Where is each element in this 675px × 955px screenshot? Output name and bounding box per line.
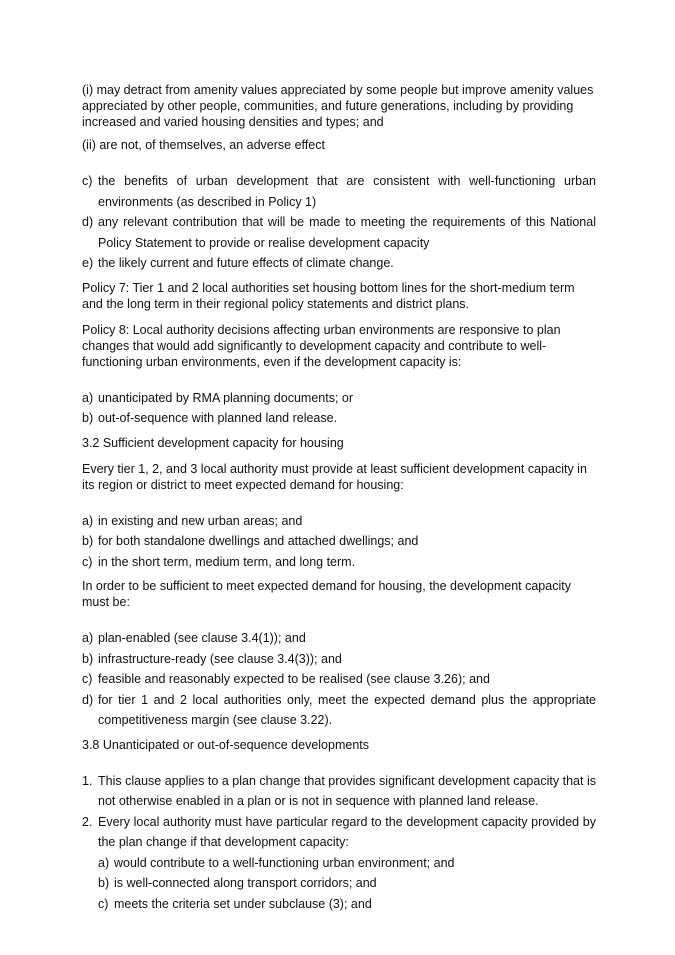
list-considerations <box>82 171 596 274</box>
list-item: e) the likely current and future effects of climate change. <box>82 256 394 270</box>
list-item: c) the benefits of urban development that are consistent with well-functioning urban environments (as described in Policy 1) <box>82 174 596 209</box>
sufficiency-paragraph: In order to be sufficient to meet expected demand for housing, the development capacity must be: <box>82 579 571 609</box>
list-item: c) in the short term, medium term, and long term. <box>82 554 356 569</box>
list-sufficiency-criteria <box>82 628 596 731</box>
policy-8: Policy 8: Local authority decisions affecting urban environments are responsive to plan changes that would add significantly to development capacity and contribute to well-functioning urban environments, even if the development capacity is: <box>82 322 561 369</box>
document-page <box>82 82 596 920</box>
list-item: b) infrastructure-ready (see clause 3.4(3)); and <box>82 651 342 666</box>
list-item: c) feasible and reasonably expected to be realised (see clause 3.26); and <box>82 672 490 686</box>
sublist-clause-3-8-2 <box>98 853 596 915</box>
policy-7: Policy 7: Tier 1 and 2 local authorities set housing bottom lines for the short-medium term and the long term in their regional policy statements and district plans. <box>82 280 575 311</box>
section-heading-3-2: 3.2 Sufficient development capacity for housing <box>82 435 344 450</box>
sublist-item: a) would contribute to a well-functioning urban environment; and <box>98 855 455 870</box>
section-heading-3-8: 3.8 Unanticipated or out-of-sequence developments <box>82 737 369 752</box>
list-item: b) for both standalone dwellings and attached dwellings; and <box>82 534 419 548</box>
sublist-item: c) meets the criteria set under subclause (3); and <box>98 896 372 911</box>
list-policy-8 <box>82 388 596 429</box>
list-housing-areas <box>82 511 596 573</box>
paragraph-item-i: (i) may detract from amenity values appreciated by some people but improve amenity values appreciated by other people, communities, and future generations, including by providing increased and varied housing densities and types; and <box>82 83 594 129</box>
list-clause-3-8 <box>82 771 596 915</box>
list-item: a) in existing and new urban areas; and <box>82 513 303 528</box>
section-3-2-paragraph: Every tier 1, 2, and 3 local authority must provide at least sufficient development capacity in its region or district to meet expected demand for housing: <box>82 461 587 492</box>
list-item: 1. This clause applies to a plan change that provides significant development capacity that is not otherwise enabled in a plan or is not in sequence with planned land release. <box>82 773 596 808</box>
sublist-item: b) is well-connected along transport corridors; and <box>98 876 377 890</box>
list-item: 2. Every local authority must have particular regard to the development capacity provided by the plan change if that development capacity: a) would contribute to a well-functioning urban environment; and b) is well-connected along transport corridors; and c) meets the criteria set under subclause (3); and <box>82 812 596 915</box>
list-item: a) unanticipated by RMA planning documents; or <box>82 390 354 405</box>
list-item: d) any relevant contribution that will be made to meeting the requirements of this National Policy Statement to provide or realise development capacity <box>82 215 596 250</box>
list-item: b) out-of-sequence with planned land release. <box>82 411 338 425</box>
paragraph-item-ii: (ii) are not, of themselves, an adverse effect <box>82 138 325 152</box>
list-item: d) for tier 1 and 2 local authorities only, meet the expected demand plus the appropriate competitiveness margin (see clause 3.22). <box>82 692 596 727</box>
list-item: a) plan-enabled (see clause 3.4(1)); and <box>82 631 306 645</box>
